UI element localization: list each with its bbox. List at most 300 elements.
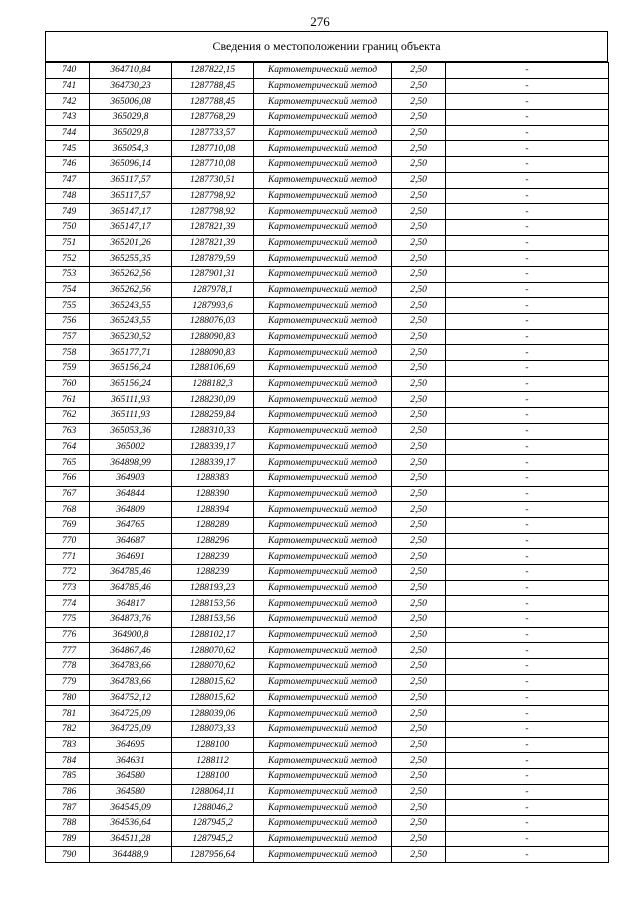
y-coordinate-cell: 1288193,23: [172, 580, 254, 596]
table-row: [46, 345, 609, 361]
x-coordinate-cell: 364785,46: [90, 565, 172, 581]
description-cell: -: [446, 266, 609, 282]
table-row: [46, 439, 609, 455]
method-cell: Картометрический метод: [254, 125, 392, 141]
description-cell: -: [446, 110, 609, 126]
method-cell: Картометрический метод: [254, 690, 392, 706]
y-coordinate-cell: 1288076,03: [172, 314, 254, 330]
point-number-cell: 742: [46, 94, 90, 110]
table-row: [46, 549, 609, 565]
y-coordinate-cell: 1287993,6: [172, 298, 254, 314]
y-coordinate-cell: 1288070,62: [172, 659, 254, 675]
accuracy-cell: 2,50: [392, 659, 446, 675]
description-cell: -: [446, 125, 609, 141]
table-row: [46, 314, 609, 330]
description-cell: -: [446, 392, 609, 408]
y-coordinate-cell: 1288064,11: [172, 784, 254, 800]
method-cell: Картометрический метод: [254, 470, 392, 486]
point-number-cell: 749: [46, 204, 90, 220]
point-number-cell: 784: [46, 753, 90, 769]
method-cell: Картометрический метод: [254, 314, 392, 330]
x-coordinate-cell: 365262,56: [90, 282, 172, 298]
x-coordinate-cell: 364631: [90, 753, 172, 769]
table-row: [46, 517, 609, 533]
accuracy-cell: 2,50: [392, 816, 446, 832]
coordinates-table-body: [46, 63, 609, 863]
description-cell: -: [446, 470, 609, 486]
method-cell: Картометрический метод: [254, 282, 392, 298]
point-number-cell: 756: [46, 314, 90, 330]
table-row: [46, 423, 609, 439]
y-coordinate-cell: 1288289: [172, 517, 254, 533]
method-cell: Картометрический метод: [254, 627, 392, 643]
x-coordinate-cell: 365262,56: [90, 266, 172, 282]
accuracy-cell: 2,50: [392, 847, 446, 863]
point-number-cell: 761: [46, 392, 90, 408]
method-cell: Картометрический метод: [254, 439, 392, 455]
y-coordinate-cell: 1287822,15: [172, 63, 254, 79]
description-cell: -: [446, 172, 609, 188]
accuracy-cell: 2,50: [392, 690, 446, 706]
point-number-cell: 769: [46, 517, 90, 533]
y-coordinate-cell: 1288102,17: [172, 627, 254, 643]
accuracy-cell: 2,50: [392, 580, 446, 596]
table-row: [46, 392, 609, 408]
point-number-cell: 751: [46, 235, 90, 251]
point-number-cell: 785: [46, 768, 90, 784]
y-coordinate-cell: 1288073,33: [172, 721, 254, 737]
description-cell: -: [446, 439, 609, 455]
x-coordinate-cell: 365147,17: [90, 219, 172, 235]
y-coordinate-cell: 1287945,2: [172, 831, 254, 847]
description-cell: -: [446, 94, 609, 110]
table-row: [46, 596, 609, 612]
y-coordinate-cell: 1288015,62: [172, 690, 254, 706]
y-coordinate-cell: 1288090,83: [172, 329, 254, 345]
method-cell: Картометрический метод: [254, 674, 392, 690]
accuracy-cell: 2,50: [392, 831, 446, 847]
y-coordinate-cell: 1288070,62: [172, 643, 254, 659]
accuracy-cell: 2,50: [392, 63, 446, 79]
description-cell: -: [446, 737, 609, 753]
method-cell: Картометрический метод: [254, 706, 392, 722]
method-cell: Картометрический метод: [254, 157, 392, 173]
point-number-cell: 741: [46, 78, 90, 94]
y-coordinate-cell: 1288230,09: [172, 392, 254, 408]
y-coordinate-cell: 1287798,92: [172, 188, 254, 204]
point-number-cell: 758: [46, 345, 90, 361]
table-row: [46, 737, 609, 753]
x-coordinate-cell: 364785,46: [90, 580, 172, 596]
y-coordinate-cell: 1288182,3: [172, 376, 254, 392]
table-row: [46, 298, 609, 314]
description-cell: -: [446, 847, 609, 863]
y-coordinate-cell: 1288153,56: [172, 612, 254, 628]
method-cell: Картометрический метод: [254, 423, 392, 439]
y-coordinate-cell: 1287901,31: [172, 266, 254, 282]
point-number-cell: 743: [46, 110, 90, 126]
point-number-cell: 747: [46, 172, 90, 188]
description-cell: -: [446, 517, 609, 533]
x-coordinate-cell: 365117,57: [90, 172, 172, 188]
accuracy-cell: 2,50: [392, 486, 446, 502]
x-coordinate-cell: 364903: [90, 470, 172, 486]
description-cell: -: [446, 816, 609, 832]
table-row: [46, 533, 609, 549]
method-cell: Картометрический метод: [254, 408, 392, 424]
description-cell: -: [446, 408, 609, 424]
accuracy-cell: 2,50: [392, 110, 446, 126]
point-number-cell: 768: [46, 502, 90, 518]
x-coordinate-cell: 365053,36: [90, 423, 172, 439]
description-cell: -: [446, 831, 609, 847]
description-cell: -: [446, 596, 609, 612]
method-cell: Картометрический метод: [254, 455, 392, 471]
y-coordinate-cell: 1288106,69: [172, 361, 254, 377]
x-coordinate-cell: 365255,35: [90, 251, 172, 267]
x-coordinate-cell: 365054,3: [90, 141, 172, 157]
description-cell: -: [446, 251, 609, 267]
accuracy-cell: 2,50: [392, 753, 446, 769]
x-coordinate-cell: 364873,76: [90, 612, 172, 628]
point-number-cell: 777: [46, 643, 90, 659]
description-cell: -: [446, 753, 609, 769]
point-number-cell: 778: [46, 659, 90, 675]
accuracy-cell: 2,50: [392, 706, 446, 722]
x-coordinate-cell: 365156,24: [90, 376, 172, 392]
method-cell: Картометрический метод: [254, 392, 392, 408]
point-number-cell: 774: [46, 596, 90, 612]
point-number-cell: 748: [46, 188, 90, 204]
x-coordinate-cell: 364752,12: [90, 690, 172, 706]
accuracy-cell: 2,50: [392, 361, 446, 377]
accuracy-cell: 2,50: [392, 565, 446, 581]
x-coordinate-cell: 365029,8: [90, 110, 172, 126]
table-row: [46, 94, 609, 110]
table-row: [46, 455, 609, 471]
x-coordinate-cell: 364809: [90, 502, 172, 518]
point-number-cell: 763: [46, 423, 90, 439]
y-coordinate-cell: 1288339,17: [172, 455, 254, 471]
y-coordinate-cell: 1288112: [172, 753, 254, 769]
method-cell: Картометрический метод: [254, 204, 392, 220]
y-coordinate-cell: 1288390: [172, 486, 254, 502]
accuracy-cell: 2,50: [392, 94, 446, 110]
method-cell: Картометрический метод: [254, 721, 392, 737]
point-number-cell: 745: [46, 141, 90, 157]
accuracy-cell: 2,50: [392, 533, 446, 549]
y-coordinate-cell: 1288153,56: [172, 596, 254, 612]
method-cell: Картометрический метод: [254, 94, 392, 110]
table-row: [46, 376, 609, 392]
method-cell: Картометрический метод: [254, 800, 392, 816]
x-coordinate-cell: 365002: [90, 439, 172, 455]
table-row: [46, 251, 609, 267]
x-coordinate-cell: 364580: [90, 768, 172, 784]
accuracy-cell: 2,50: [392, 282, 446, 298]
description-cell: -: [446, 627, 609, 643]
table-row: [46, 63, 609, 79]
x-coordinate-cell: 365201,26: [90, 235, 172, 251]
y-coordinate-cell: 1287710,08: [172, 157, 254, 173]
x-coordinate-cell: 364580: [90, 784, 172, 800]
y-coordinate-cell: 1288015,62: [172, 674, 254, 690]
table-row: [46, 800, 609, 816]
description-cell: -: [446, 423, 609, 439]
description-cell: -: [446, 314, 609, 330]
accuracy-cell: 2,50: [392, 784, 446, 800]
point-number-cell: 787: [46, 800, 90, 816]
y-coordinate-cell: 1288046,2: [172, 800, 254, 816]
coordinates-table: [45, 62, 609, 863]
table-row: [46, 627, 609, 643]
y-coordinate-cell: 1287788,45: [172, 94, 254, 110]
y-coordinate-cell: 1287945,2: [172, 816, 254, 832]
point-number-cell: 782: [46, 721, 90, 737]
table-row: [46, 831, 609, 847]
description-cell: -: [446, 157, 609, 173]
x-coordinate-cell: 365111,93: [90, 392, 172, 408]
point-number-cell: 786: [46, 784, 90, 800]
x-coordinate-cell: 364691: [90, 549, 172, 565]
table-row: [46, 784, 609, 800]
accuracy-cell: 2,50: [392, 125, 446, 141]
point-number-cell: 765: [46, 455, 90, 471]
x-coordinate-cell: 364898,99: [90, 455, 172, 471]
x-coordinate-cell: 364765: [90, 517, 172, 533]
accuracy-cell: 2,50: [392, 298, 446, 314]
table-row: [46, 674, 609, 690]
description-cell: -: [446, 565, 609, 581]
description-cell: -: [446, 706, 609, 722]
y-coordinate-cell: 1287956,64: [172, 847, 254, 863]
x-coordinate-cell: 364783,66: [90, 674, 172, 690]
point-number-cell: 752: [46, 251, 90, 267]
method-cell: Картометрический метод: [254, 580, 392, 596]
y-coordinate-cell: 1288239: [172, 565, 254, 581]
method-cell: Картометрический метод: [254, 141, 392, 157]
table-row: [46, 580, 609, 596]
y-coordinate-cell: 1287879,59: [172, 251, 254, 267]
description-cell: -: [446, 690, 609, 706]
accuracy-cell: 2,50: [392, 329, 446, 345]
description-cell: -: [446, 486, 609, 502]
point-number-cell: 770: [46, 533, 90, 549]
y-coordinate-cell: 1288339,17: [172, 439, 254, 455]
y-coordinate-cell: 1287733,57: [172, 125, 254, 141]
accuracy-cell: 2,50: [392, 517, 446, 533]
table-row: [46, 502, 609, 518]
y-coordinate-cell: 1288239: [172, 549, 254, 565]
table-row: [46, 847, 609, 863]
x-coordinate-cell: 364817: [90, 596, 172, 612]
table-row: [46, 188, 609, 204]
x-coordinate-cell: 365096,14: [90, 157, 172, 173]
table-row: [46, 282, 609, 298]
y-coordinate-cell: 1288383: [172, 470, 254, 486]
y-coordinate-cell: 1287788,45: [172, 78, 254, 94]
point-number-cell: 753: [46, 266, 90, 282]
method-cell: Картометрический метод: [254, 110, 392, 126]
point-number-cell: 781: [46, 706, 90, 722]
accuracy-cell: 2,50: [392, 408, 446, 424]
point-number-cell: 760: [46, 376, 90, 392]
table-row: [46, 768, 609, 784]
description-cell: -: [446, 674, 609, 690]
accuracy-cell: 2,50: [392, 596, 446, 612]
x-coordinate-cell: 365243,55: [90, 314, 172, 330]
accuracy-cell: 2,50: [392, 157, 446, 173]
description-cell: -: [446, 78, 609, 94]
description-cell: -: [446, 329, 609, 345]
x-coordinate-cell: 365029,8: [90, 125, 172, 141]
description-cell: -: [446, 141, 609, 157]
table-row: [46, 753, 609, 769]
y-coordinate-cell: 1287798,92: [172, 204, 254, 220]
method-cell: Картометрический метод: [254, 517, 392, 533]
accuracy-cell: 2,50: [392, 78, 446, 94]
method-cell: Картометрический метод: [254, 847, 392, 863]
method-cell: Картометрический метод: [254, 565, 392, 581]
description-cell: -: [446, 219, 609, 235]
method-cell: Картометрический метод: [254, 768, 392, 784]
table-row: [46, 141, 609, 157]
accuracy-cell: 2,50: [392, 612, 446, 628]
point-number-cell: 759: [46, 361, 90, 377]
method-cell: Картометрический метод: [254, 329, 392, 345]
table-row: [46, 816, 609, 832]
accuracy-cell: 2,50: [392, 392, 446, 408]
point-number-cell: 771: [46, 549, 90, 565]
x-coordinate-cell: 364695: [90, 737, 172, 753]
accuracy-cell: 2,50: [392, 470, 446, 486]
method-cell: Картометрический метод: [254, 235, 392, 251]
x-coordinate-cell: 365147,17: [90, 204, 172, 220]
x-coordinate-cell: 365006,08: [90, 94, 172, 110]
x-coordinate-cell: 365117,57: [90, 188, 172, 204]
method-cell: Картометрический метод: [254, 63, 392, 79]
point-number-cell: 757: [46, 329, 90, 345]
accuracy-cell: 2,50: [392, 549, 446, 565]
point-number-cell: 780: [46, 690, 90, 706]
table-row: [46, 470, 609, 486]
accuracy-cell: 2,50: [392, 204, 446, 220]
method-cell: Картометрический метод: [254, 737, 392, 753]
x-coordinate-cell: 364725,09: [90, 706, 172, 722]
method-cell: Картометрический метод: [254, 376, 392, 392]
y-coordinate-cell: 1287768,29: [172, 110, 254, 126]
method-cell: Картометрический метод: [254, 831, 392, 847]
y-coordinate-cell: 1288310,33: [172, 423, 254, 439]
x-coordinate-cell: 364730,23: [90, 78, 172, 94]
accuracy-cell: 2,50: [392, 314, 446, 330]
description-cell: -: [446, 784, 609, 800]
y-coordinate-cell: 1288100: [172, 737, 254, 753]
point-number-cell: 775: [46, 612, 90, 628]
description-cell: -: [446, 361, 609, 377]
method-cell: Картометрический метод: [254, 266, 392, 282]
table-row: [46, 329, 609, 345]
accuracy-cell: 2,50: [392, 423, 446, 439]
y-coordinate-cell: 1288259,84: [172, 408, 254, 424]
description-cell: -: [446, 63, 609, 79]
y-coordinate-cell: 1287730,51: [172, 172, 254, 188]
x-coordinate-cell: 364725,09: [90, 721, 172, 737]
accuracy-cell: 2,50: [392, 251, 446, 267]
table-row: [46, 408, 609, 424]
description-cell: -: [446, 659, 609, 675]
point-number-cell: 776: [46, 627, 90, 643]
table-row: [46, 78, 609, 94]
accuracy-cell: 2,50: [392, 266, 446, 282]
x-coordinate-cell: 365156,24: [90, 361, 172, 377]
method-cell: Картометрический метод: [254, 298, 392, 314]
method-cell: Картометрический метод: [254, 251, 392, 267]
point-number-cell: 790: [46, 847, 90, 863]
method-cell: Картометрический метод: [254, 643, 392, 659]
point-number-cell: 772: [46, 565, 90, 581]
table-row: [46, 690, 609, 706]
method-cell: Картометрический метод: [254, 486, 392, 502]
accuracy-cell: 2,50: [392, 768, 446, 784]
y-coordinate-cell: 1288394: [172, 502, 254, 518]
description-cell: -: [446, 721, 609, 737]
accuracy-cell: 2,50: [392, 627, 446, 643]
x-coordinate-cell: 364844: [90, 486, 172, 502]
x-coordinate-cell: 364687: [90, 533, 172, 549]
table-row: [46, 659, 609, 675]
description-cell: -: [446, 502, 609, 518]
accuracy-cell: 2,50: [392, 219, 446, 235]
description-cell: -: [446, 298, 609, 314]
point-number-cell: 744: [46, 125, 90, 141]
point-number-cell: 783: [46, 737, 90, 753]
table-row: [46, 612, 609, 628]
accuracy-cell: 2,50: [392, 455, 446, 471]
point-number-cell: 767: [46, 486, 90, 502]
accuracy-cell: 2,50: [392, 502, 446, 518]
table-row: [46, 235, 609, 251]
y-coordinate-cell: 1288296: [172, 533, 254, 549]
method-cell: Картометрический метод: [254, 596, 392, 612]
x-coordinate-cell: 364867,46: [90, 643, 172, 659]
table-row: [46, 204, 609, 220]
method-cell: Картометрический метод: [254, 219, 392, 235]
point-number-cell: 764: [46, 439, 90, 455]
boundary-table-frame: [45, 31, 608, 863]
description-cell: -: [446, 549, 609, 565]
y-coordinate-cell: 1288090,83: [172, 345, 254, 361]
accuracy-cell: 2,50: [392, 141, 446, 157]
accuracy-cell: 2,50: [392, 172, 446, 188]
description-cell: -: [446, 768, 609, 784]
description-cell: -: [446, 800, 609, 816]
table-row: [46, 157, 609, 173]
point-number-cell: 750: [46, 219, 90, 235]
point-number-cell: 754: [46, 282, 90, 298]
table-row: [46, 486, 609, 502]
x-coordinate-cell: 364536,64: [90, 816, 172, 832]
table-row: [46, 721, 609, 737]
method-cell: Картометрический метод: [254, 816, 392, 832]
x-coordinate-cell: 365177,71: [90, 345, 172, 361]
y-coordinate-cell: 1287978,1: [172, 282, 254, 298]
point-number-cell: 762: [46, 408, 90, 424]
accuracy-cell: 2,50: [392, 376, 446, 392]
description-cell: -: [446, 235, 609, 251]
accuracy-cell: 2,50: [392, 235, 446, 251]
x-coordinate-cell: 365230,52: [90, 329, 172, 345]
